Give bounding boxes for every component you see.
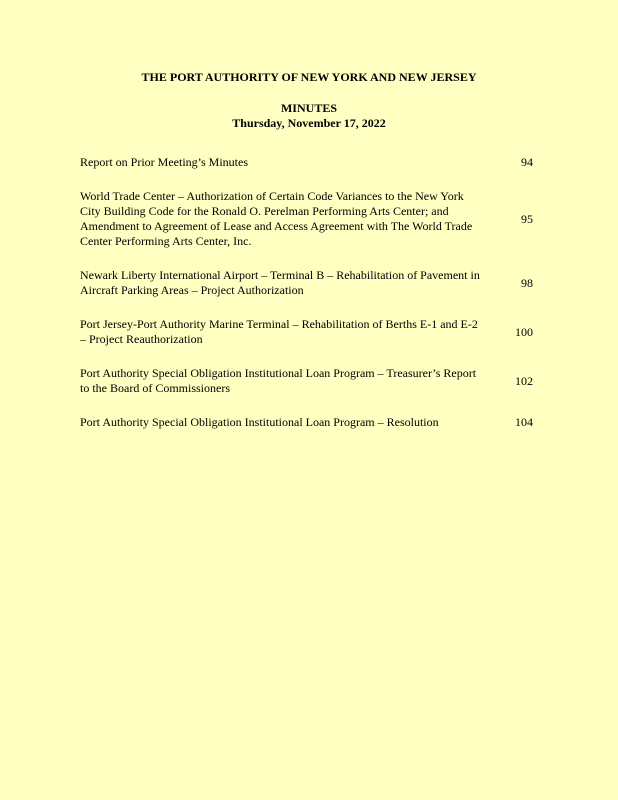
toc-entry-page: 98 <box>521 275 533 290</box>
toc-entry-title: Port Authority Special Obligation Institutional Loan Program – Resolution <box>80 415 439 429</box>
toc-entry <box>80 155 535 170</box>
toc-entry <box>80 317 535 347</box>
toc-entry-title: World Trade Center – Authorization of Certain Code Variances to the New York City Building Code for the Ronald O. Perelman Performing Arts Center; and Amendment to Agreement of Lease and Access Agreement with The World Trade Center Performing Arts Center, Inc. <box>80 189 473 248</box>
toc-entry-page: 100 <box>515 324 533 339</box>
toc-entry-title: Port Jersey-Port Authority Marine Terminal – Rehabilitation of Berths E-1 and E-2 – Project Reauthorization <box>80 317 478 346</box>
section-title: MINUTES <box>280 101 337 115</box>
toc-entry-page: 102 <box>515 373 533 388</box>
toc-entry-title: Newark Liberty International Airport – Terminal B – Rehabilitation of Pavement in Aircraft Parking Areas – Project Authorization <box>80 268 480 297</box>
meeting-date: Thursday, November 17, 2022 <box>232 116 386 130</box>
toc-entry-page: 95 <box>521 211 533 226</box>
toc-entry <box>80 366 535 396</box>
table-of-contents <box>80 155 535 449</box>
toc-entry-title: Port Authority Special Obligation Institutional Loan Program – Treasurer’s Report to the Board of Commissioners <box>80 366 477 395</box>
toc-entry <box>80 415 535 430</box>
toc-entry <box>80 189 535 249</box>
organization-title: THE PORT AUTHORITY OF NEW YORK AND NEW JERSEY <box>141 70 477 84</box>
toc-entry-page: 104 <box>515 415 533 429</box>
toc-entry-page: 94 <box>521 155 533 169</box>
toc-entry-title: Report on Prior Meeting’s Minutes <box>80 155 248 169</box>
toc-entry <box>80 268 535 298</box>
